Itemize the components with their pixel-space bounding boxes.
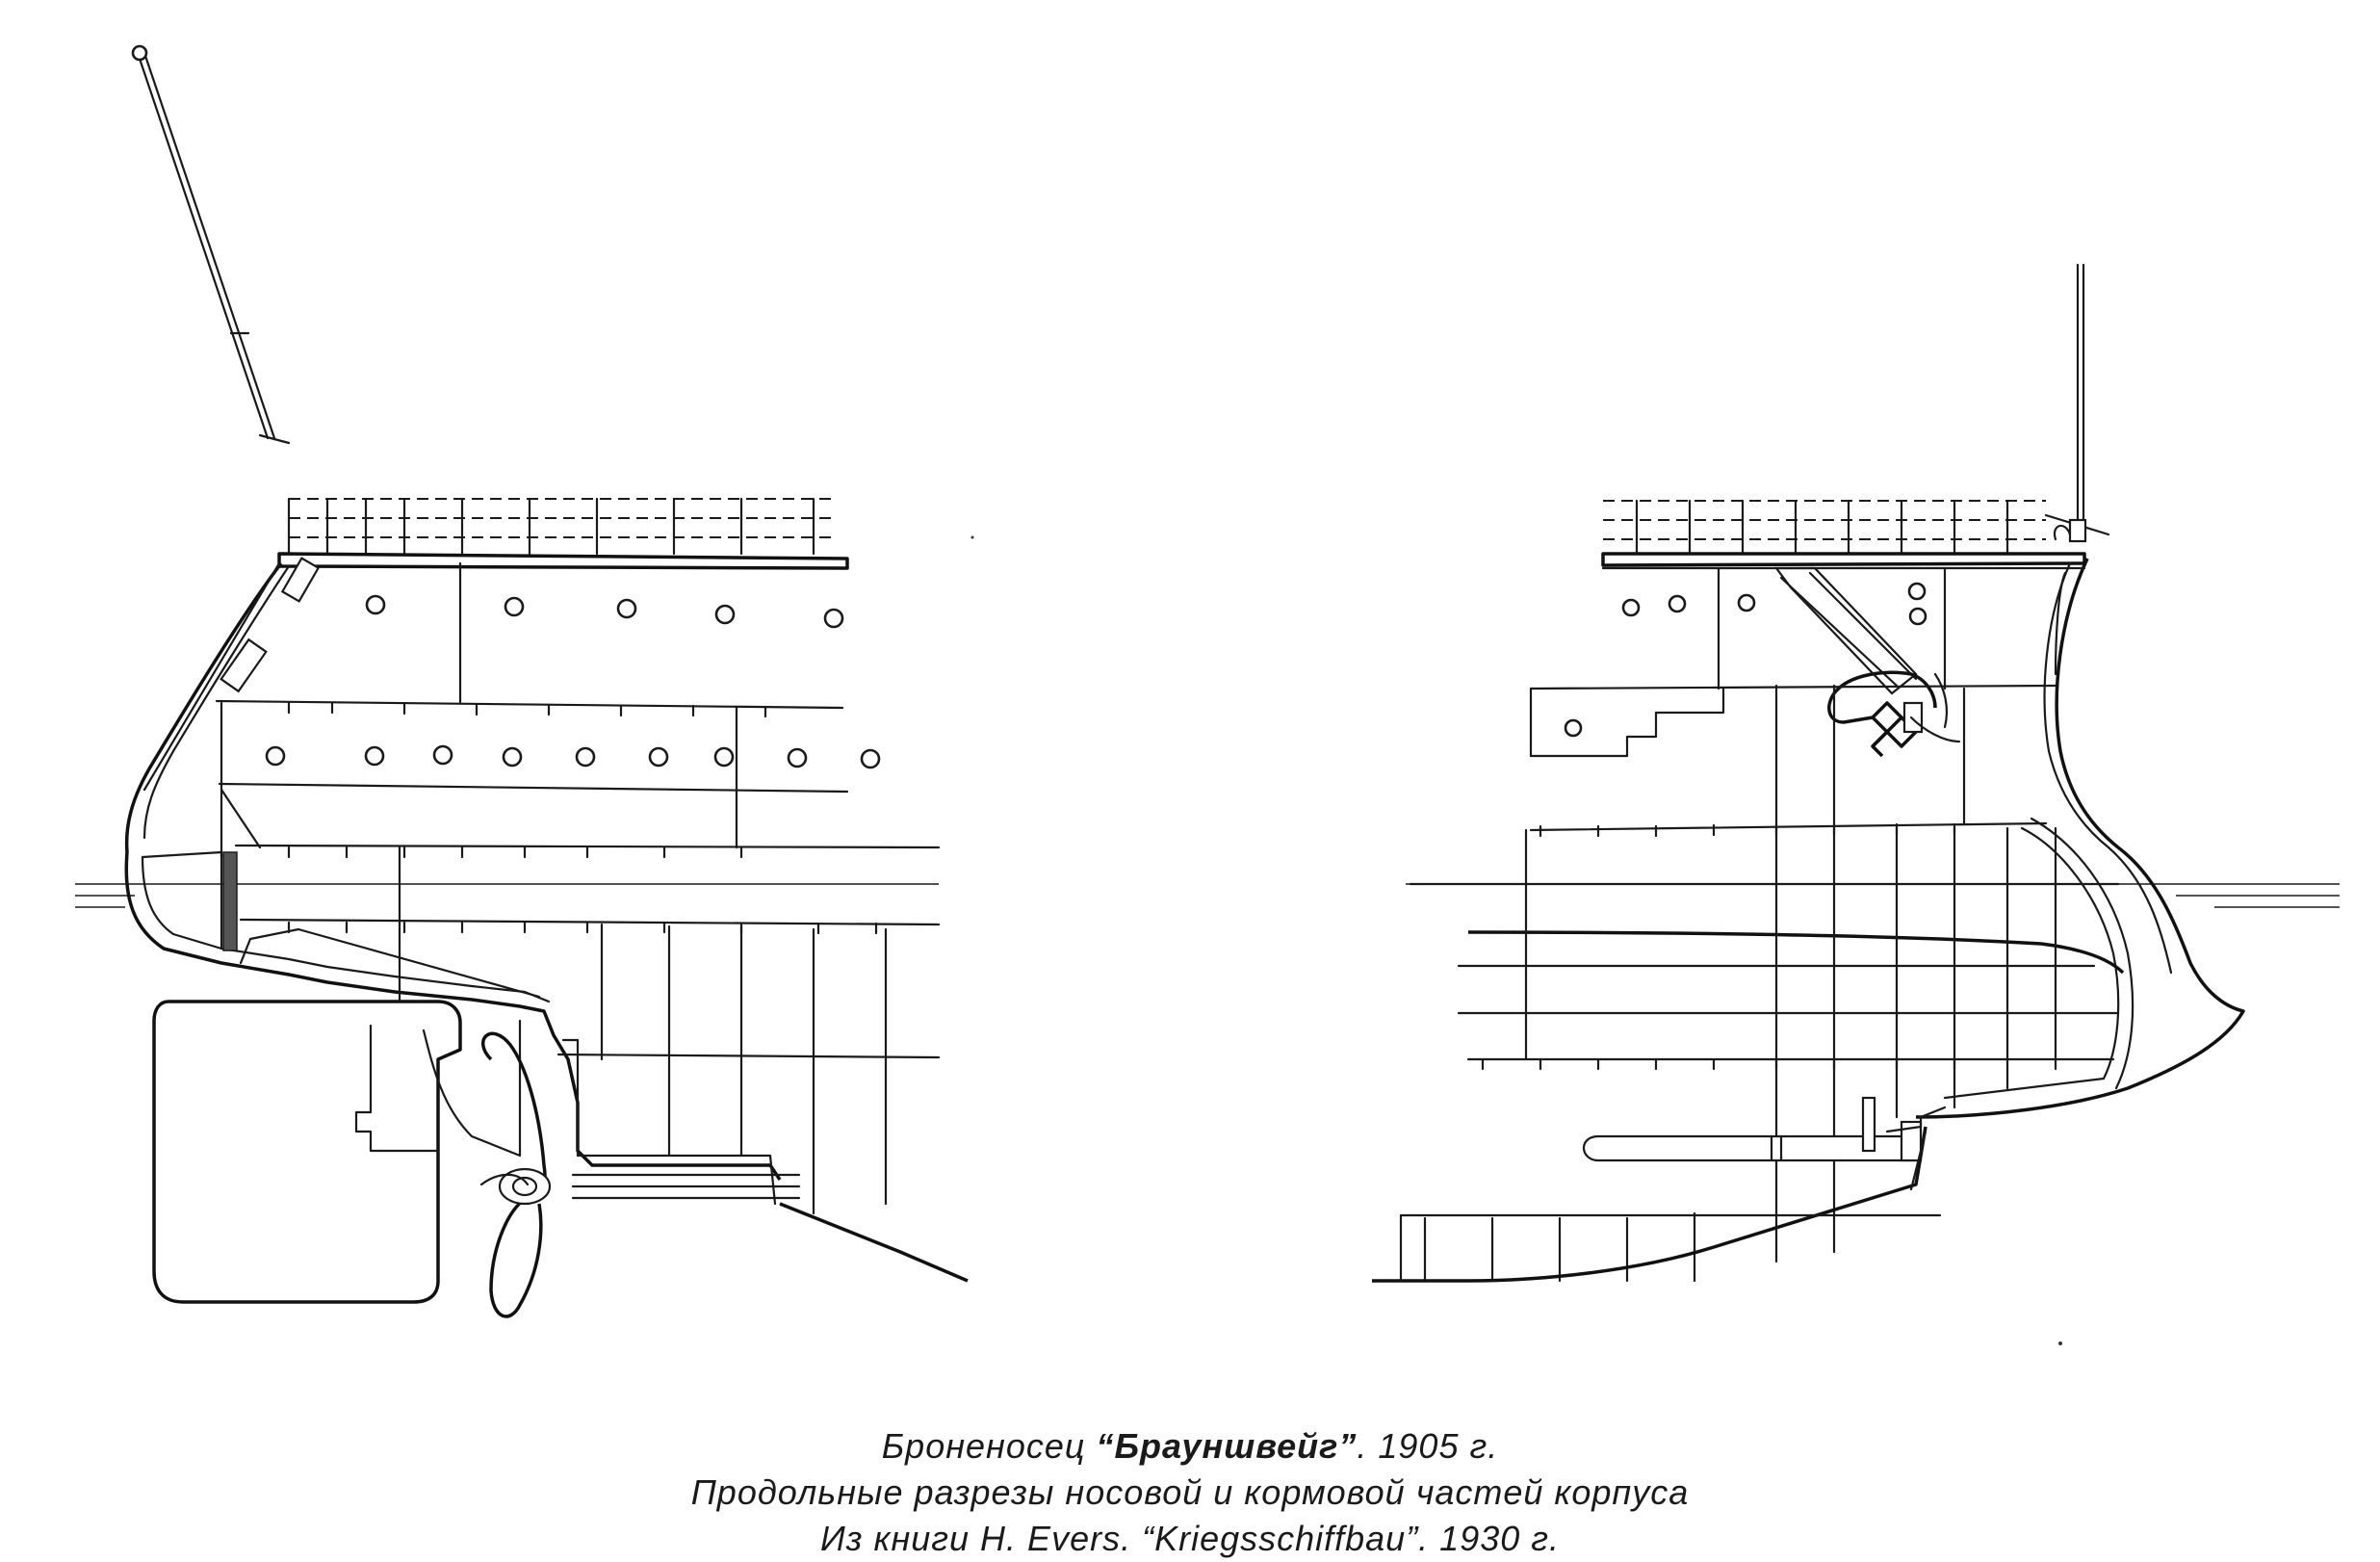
propeller	[481, 1033, 550, 1316]
caption-line-2: Продольные разрезы носовой и кормовой частей корпуса	[690, 1472, 1690, 1512]
stern-portholes	[267, 596, 879, 768]
torpedo-tube	[1584, 1098, 1921, 1160]
jackstaff	[2046, 265, 2108, 541]
caption-line-3: Из книги H. Evers. “Kriegsschiffbau”. 1930 г.	[819, 1519, 1561, 1558]
bow-railing	[1603, 501, 2046, 554]
drawing-caption	[0, 1423, 2380, 1562]
caption-year: . 1905 г.	[1357, 1426, 1499, 1466]
anchor	[1776, 568, 1959, 756]
bow-section	[1372, 265, 2340, 1281]
caption-line-1	[0, 1423, 2380, 1470]
caption-ship-type: Броненосец	[881, 1426, 1097, 1466]
stern-railing	[289, 499, 833, 554]
flagstaff	[133, 46, 289, 443]
stern-section	[75, 46, 968, 1316]
caption-ship-name: “Брауншвейг”	[1096, 1426, 1358, 1466]
